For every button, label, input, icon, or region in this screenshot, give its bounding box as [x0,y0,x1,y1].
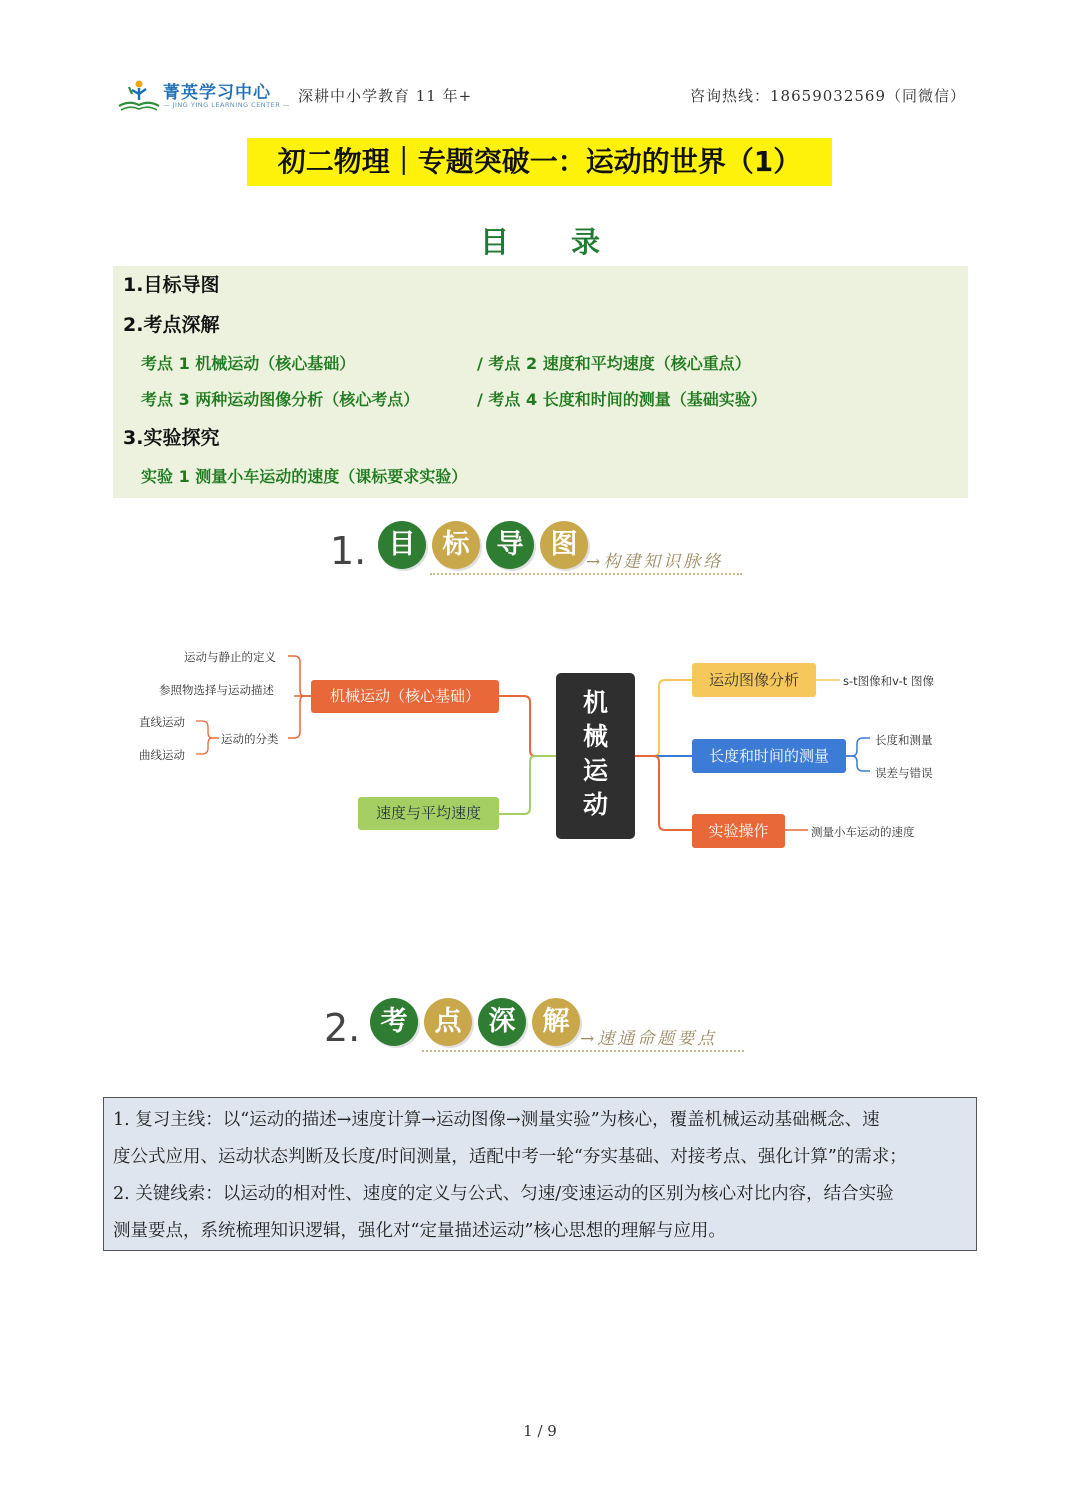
leaf-definition: 运动与静止的定义 [184,650,276,664]
page-title: 初二物理｜专题突破一：运动的世界（1） [247,138,832,186]
logo-icon [117,78,161,112]
banner-char: 标 [432,521,480,569]
leaf-classification: 运动的分类 [221,732,279,746]
page-number: 1 / 9 [523,1422,557,1440]
toc-item[interactable]: 考点 1 机械运动（核心基础） [141,354,356,373]
review-line: 1. 复习主线：以“运动的描述→速度计算→运动图像→测量实验”为核心，覆盖机械运动基础概念、速 [113,1110,880,1130]
section-subtitle: →构建知识脉络 [586,552,724,572]
toc-item[interactable]: / 考点 2 速度和平均速度（核心重点） [477,354,751,373]
section-subtitle: →速通命题要点 [580,1029,718,1049]
banner-char: 目 [378,521,426,569]
leaf-graphs: s-t图像和v-t 图像 [843,674,934,688]
leaf-length: 长度和测量 [875,733,933,747]
review-line: 2. 关键线索：以运动的相对性、速度的定义与公式、匀速/变速运动的区别为核心对比内容，结合实验 [113,1184,894,1204]
center-char: 运 [582,756,608,785]
center-char: 械 [582,722,608,751]
toc-heading: 目 录 [479,225,627,259]
branch-experiment: 实验操作 [692,814,785,848]
leaf-experiment: 测量小车运动的速度 [811,825,915,839]
section-number: 1. [330,529,367,573]
review-line: 度公式应用、运动状态判断及长度/时间测量，适配中考一轮“夯实基础、对接考点、强化计算”的需求； [113,1147,907,1167]
review-summary-box [103,1097,977,1251]
center-char: 动 [582,790,608,819]
banner-char: 点 [424,998,472,1046]
branch-motion-graph: 运动图像分析 [692,663,816,697]
leaf-error: 误差与错误 [875,766,933,780]
mind-map [0,630,1080,870]
branch-measurement: 长度和时间的测量 [692,739,846,773]
review-line: 测量要点，系统梳理知识逻辑，强化对“定量描述运动”核心思想的理解与应用。 [113,1221,726,1241]
leaf-reference: 参照物选择与运动描述 [159,683,274,697]
header-hotline: 咨询热线：18659032569（同微信） [690,87,966,105]
logo-name: 菁英学习中心 [163,83,271,103]
toc-item[interactable]: 实验 1 测量小车运动的速度（课标要求实验） [141,467,468,486]
leaf-curved-motion: 曲线运动 [139,748,185,762]
table-of-contents [113,266,968,498]
banner-char: 导 [486,521,534,569]
toc-section-1[interactable]: 1.目标导图 [123,274,220,296]
leaf-linear-motion: 直线运动 [139,715,185,729]
header-slogan: 深耕中小学教育 11 年+ [298,87,473,105]
toc-item[interactable]: 考点 3 两种运动图像分析（核心考点） [141,390,420,409]
banner-char: 解 [532,998,580,1046]
toc-section-2[interactable]: 2.考点深解 [123,314,220,336]
page-header [0,0,1080,130]
banner-char: 考 [370,998,418,1046]
banner-char: 深 [478,998,526,1046]
branch-mechanical-motion: 机械运动（核心基础） [311,680,499,713]
mind-map-center-node [556,673,635,839]
section-number: 2. [324,1006,361,1050]
divider [430,573,742,575]
center-char: 机 [582,688,608,717]
toc-item[interactable]: / 考点 4 长度和时间的测量（基础实验） [477,390,767,409]
section-banner-1 [330,521,750,591]
divider [422,1050,744,1052]
section-banner-2 [324,998,754,1068]
logo-english: — JING YING LEARNING CENTER — [163,101,290,109]
toc-section-3[interactable]: 3.实验探究 [123,427,220,449]
banner-char: 图 [540,521,588,569]
branch-speed: 速度与平均速度 [358,797,499,830]
